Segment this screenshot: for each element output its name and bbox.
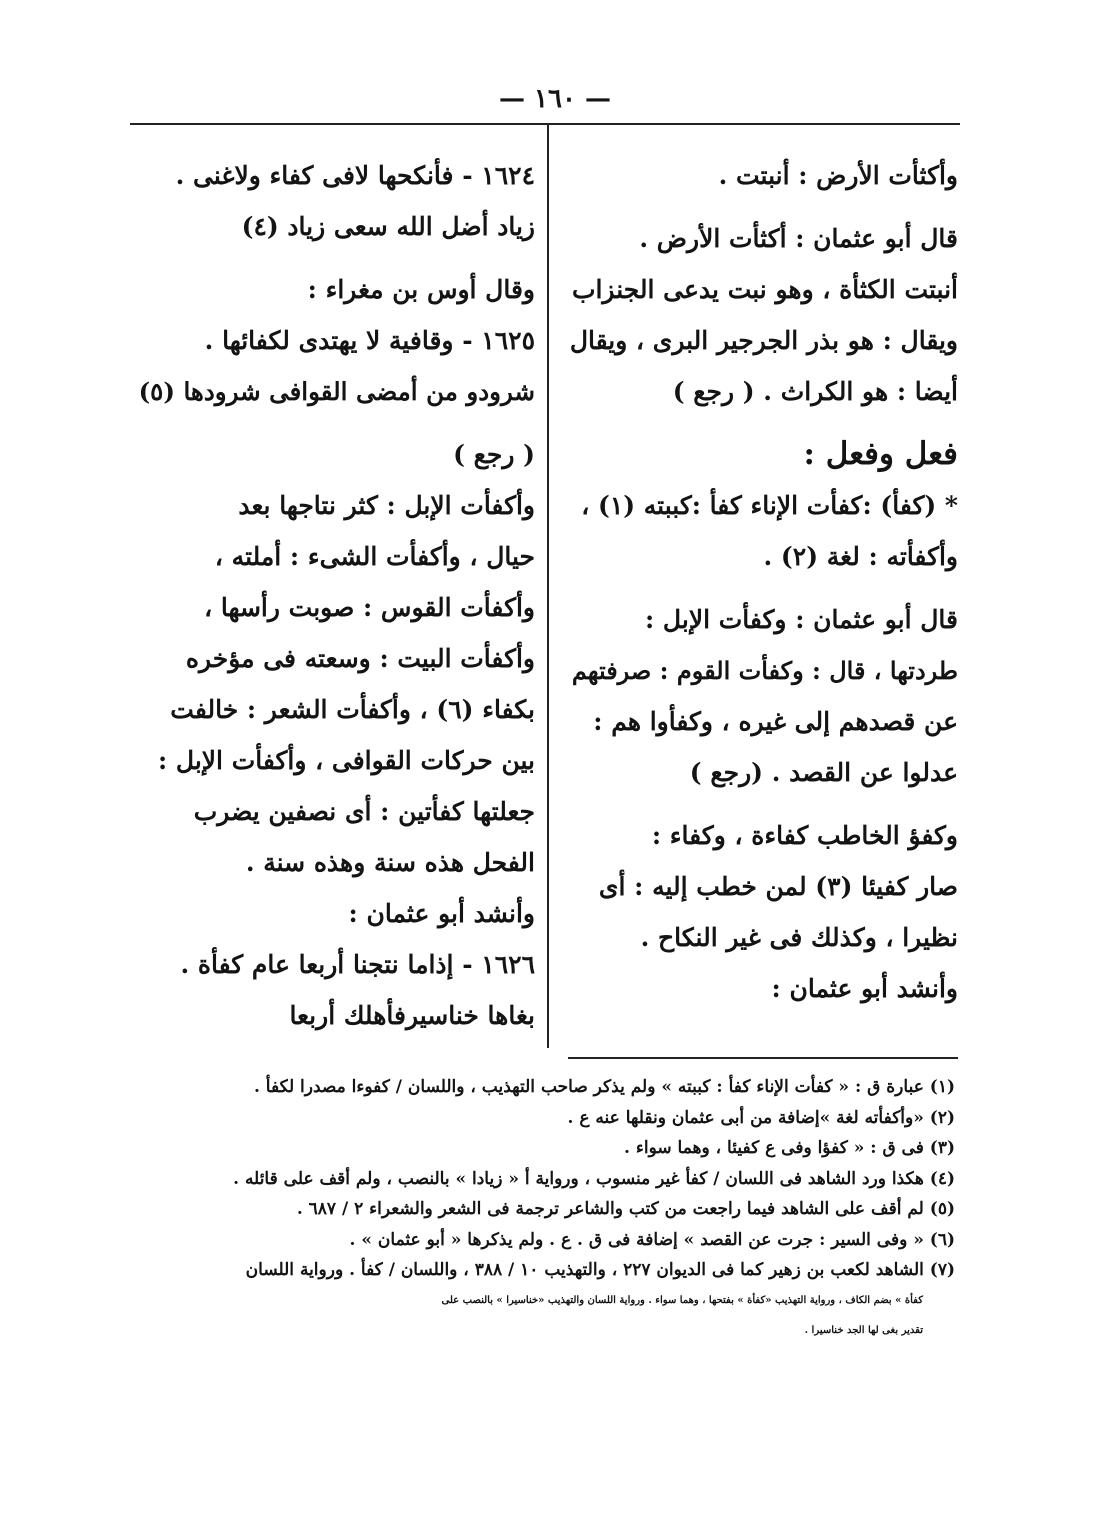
page-number: — ١٦٠ — — [498, 84, 612, 114]
right-column-line: نظيرا ، وكذلك فى غير النكاح . — [640, 923, 958, 952]
left-column — [135, 150, 535, 1041]
paragraph-gap — [135, 252, 535, 264]
footnote-line: كفأة » بضم الكاف ، ورواية التهذيب «كفأة » بفتحها ، وهما سواء . ورواية اللسان والتهذيب «خناسيرا » بالنصب على — [441, 1294, 923, 1306]
left-column-line: ١٦٢٦ - إذاما نتجنا أربعا عام كفأة . — [180, 950, 535, 979]
right-column-line: وأكثأت الأرض : أنبتت . — [718, 161, 958, 190]
header-rule — [130, 123, 960, 125]
right-column-line: أيضا : هو الكراث . ( رجع ) — [672, 377, 958, 406]
left-column-line: حيال ، وأكفأت الشىء : أملته ، — [214, 542, 535, 571]
footnote-line: (٤) هكذا ورد الشاهد فى اللسان / كفأ غير منسوب ، ورواية أ « زيادا » بالنصب ، ولم أقف على قائله . — [233, 1168, 955, 1189]
left-column-line: وقال أوس بن مغراء : — [307, 275, 535, 304]
footnote-line: (١) عبارة ق : « كفأت الإناء كفأ : كببته » ولم يذكر صاحب التهذيب ، واللسان / كفوءا مصدرا لكفأ . — [253, 1077, 955, 1097]
footnote-line: (٣) فى ق : « كفؤا وفى ع كفيئا ، وهما سواء . — [624, 1138, 955, 1158]
right-column-line: طردتها ، قال : وكفأت القوم : صرفتهم — [571, 656, 958, 685]
left-column-line: ( رجع ) — [453, 440, 535, 469]
left-column-line: ١٦٢٤ - فأنكحها لافى كفاء ولاغنى . — [175, 161, 535, 190]
footnote-line: (٢) «وأكفأته لغة »إضافة من أبى عثمان ونقلها عنه ع . — [567, 1107, 955, 1128]
footnote-line: (٥) لم أقف على الشاهد فيما راجعت من كتب والشاعر ترجمة فى الشعر والشعراء ٢ / ٦٨٧ . — [296, 1199, 955, 1219]
left-column-line: بغاها خناسيرفأهلك أربعا — [289, 1001, 535, 1030]
right-column — [568, 150, 958, 1014]
right-column-line: قال أبو عثمان : أكثأت الأرض . — [639, 224, 958, 253]
right-column-line: أنبتت الكثأة ، وهو نبت يدعى الجنزاب — [571, 275, 958, 304]
footnote-rule — [568, 1057, 958, 1059]
left-column-line: بين حركات القوافى ، وأكفأت الإبل : — [157, 746, 535, 775]
left-column-line: بكفاء (٦) ، وأكفأت الشعر : خالفت — [170, 695, 535, 724]
left-column-line: وأكفأت البيت : وسعته فى مؤخره — [185, 644, 535, 673]
left-column-line: وأكفأت الإبل : كثر نتاجها بعد — [238, 491, 535, 520]
footnotes — [135, 1072, 955, 1347]
right-column-line: قال أبو عثمان : وكفأت الإبل : — [645, 605, 958, 634]
left-column-line: ١٦٢٥ - وقافية لا يهتدى لكفائها . — [204, 326, 535, 355]
section-heading: فعل وفعل : — [803, 436, 958, 472]
footnote-line: تقدير بغى لها الجد خناسيرا . — [804, 1325, 923, 1336]
left-column-line: وأكفأت القوس : صوبت رأسها ، — [204, 593, 535, 622]
footnote-line: (٦) « وفى السير : جرت عن القصد » إضافة فى ق . ع . ولم يذكرها « أبو عثمان » . — [349, 1229, 955, 1250]
right-column-line: وأكفأته : لغة (٢) . — [763, 542, 958, 571]
paragraph-gap — [568, 582, 958, 594]
paragraph-gap — [568, 798, 958, 810]
right-column-line: عدلوا عن القصد . (رجع ) — [689, 758, 958, 787]
paragraph-gap — [568, 417, 958, 429]
left-column-line: جعلتها كفأتين : أى نصفين يضرب — [193, 797, 535, 826]
left-column-line: وأنشد أبو عثمان : — [348, 899, 535, 928]
left-column-line: زياد أضل الله سعى زياد (٤) — [241, 212, 535, 241]
right-column-line: وأنشد أبو عثمان : — [771, 974, 958, 1003]
right-column-line: ويقال : هو بذر الجرجير البرى ، ويقال — [569, 326, 958, 355]
paragraph-gap — [135, 417, 535, 429]
left-column-line: شرودو من أمضى القوافى شرودها (٥) — [138, 377, 535, 406]
right-column-line: * (كفأ) :كفأت الإناء كفأ :كببته (١) ، — [581, 491, 958, 520]
left-column-line: الفحل هذه سنة وهذه سنة . — [245, 848, 535, 877]
paragraph-gap — [568, 201, 958, 213]
footnote-line: (٧) الشاهد لكعب بن زهير كما فى الديوان ٢٢٧ ، والتهذيب ١٠ / ٣٨٨ ، واللسان / كفأ . ورواية اللسان — [245, 1260, 955, 1280]
right-column-line: عن قصدهم إلى غيره ، وكفأوا هم : — [593, 707, 958, 736]
column-divider — [547, 123, 549, 1048]
right-column-line: وكفؤ الخاطب كفاءة ، وكفاء : — [651, 821, 958, 850]
right-column-line: صار كفيئا (٣) لمن خطب إليه : أى — [598, 872, 958, 901]
